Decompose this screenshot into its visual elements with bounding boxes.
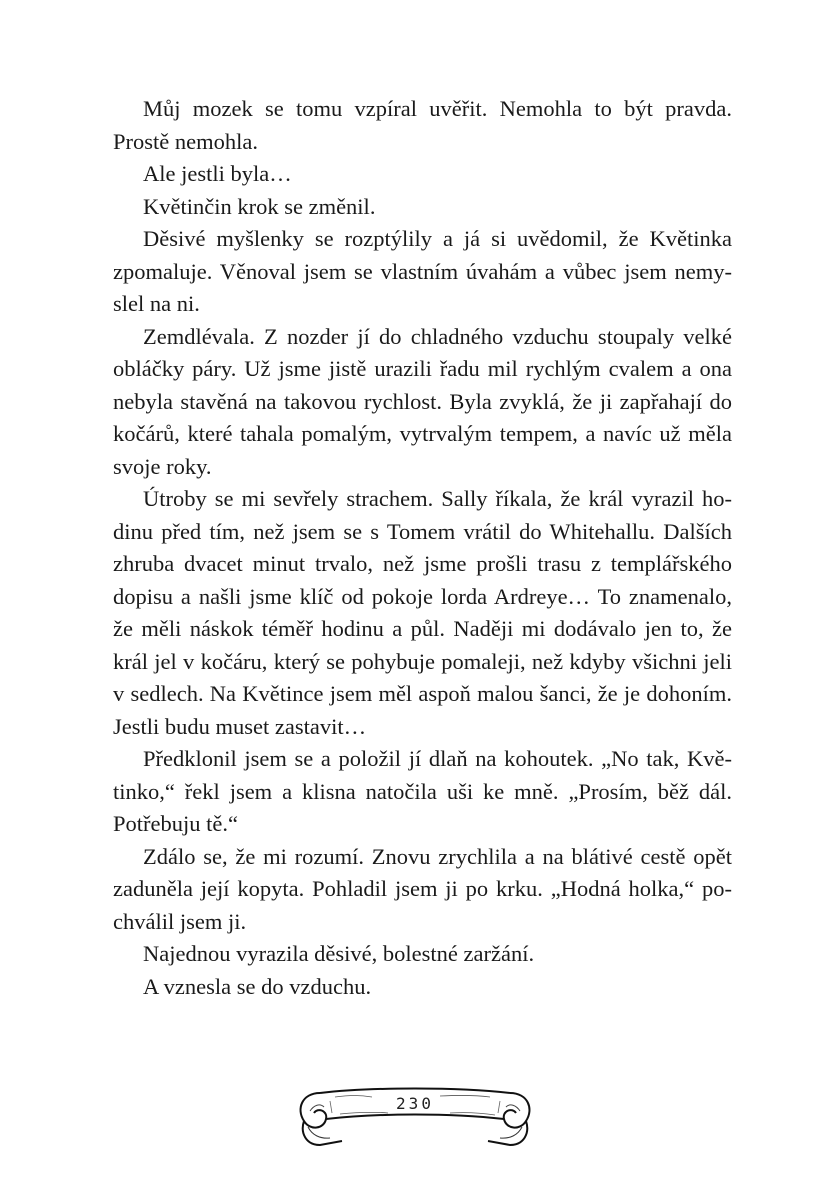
paragraph: Ale jestli byla…: [143, 161, 292, 186]
page-number: 230: [396, 1094, 434, 1113]
paragraph: A vznesla se do vzduchu.: [143, 973, 372, 999]
paragraph: Najednou vyrazila děsivé, bolestné zaržání.: [143, 941, 535, 966]
paragraph: Předklonil jsem se a položil jí dlaň na kohoutek. „No tak, Květinko,“ řekl jsem a klisna natočila uši ke mně. „Prosím, běž dál. Potřebuju tě.“: [113, 746, 732, 836]
paragraph: Můj mozek se tomu vzpíral uvěřit. Nemohla to být pravda. Prostě nemohla.: [113, 96, 732, 154]
paragraph: Zemdlévala. Z nozder jí do chladného vzduchu stoupaly velké obláčky páry. Už jsme jistě urazili řadu mil rychlým cvalem a ona nebyla stavěná na takovou rychlost. Byla zvyklá, že ji zapřahají do kočárů, které tahala pomalým, vytrvalým tempem, a navíc už měla svoje roky.: [113, 323, 732, 479]
paragraph: Zdálo se, že mi rozumí. Znovu zrychlila a na blátivé cestě opět zaduněla její kopyta. Pohladil jsem ji po krku. „Hodná holka,“ pochválil jsem ji.: [113, 843, 732, 934]
paragraph: Útroby se mi sevřely strachem. Sally říkala, že král vyrazil hodinu před tím, než jsem se s Tomem vrátil do Whitehallu. Dalších zhruba dvacet minut trvalo, než jsme prošli trasu z templářského dopisu a našli jsme klíč od pokoje lorda Ardreye… To znamenalo, že měli náskok téměř hodinu a půl. Naději mi dodávalo jen to, že král jel v kočáru, který se pohybuje pomaleji, než kdyby všichni jeli v sedlech. Na Květince jsem měl aspoň malou šanci, že je dohoním. Jestli budu muset zastavit…: [113, 486, 732, 739]
body-text: [113, 93, 732, 1003]
paragraph: Květinčin krok se změnil.: [143, 193, 376, 219]
page-footer: [290, 1083, 540, 1153]
paragraph: Děsivé myšlenky se rozptýlily a já si uvědomil, že Květinka zpomaluje. Věnoval jsem se vlastním úvahám a vůbec jsem nemyslel na ni.: [113, 226, 732, 316]
